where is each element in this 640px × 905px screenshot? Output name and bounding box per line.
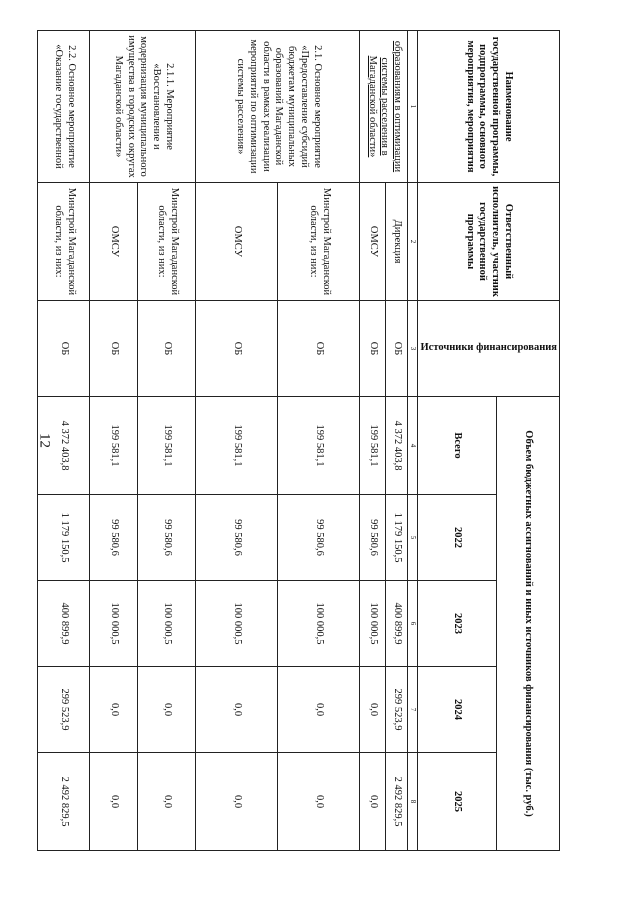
budget-table — [37, 30, 560, 851]
cell-source: ОБ — [386, 301, 408, 397]
header-executor: Ответственный исполнитель, участник государственной программы — [418, 183, 560, 301]
table-row — [278, 31, 360, 851]
cell-2023: 400 899,9 — [38, 581, 90, 667]
cell-2025: 0,0 — [278, 753, 360, 851]
header-year-2022: 2022 — [418, 495, 497, 581]
cell-2025: 0,0 — [138, 753, 196, 851]
header-year-2023: 2023 — [418, 581, 497, 667]
cell-2024: 0,0 — [138, 667, 196, 753]
table-row — [38, 31, 90, 851]
cell-name: 2.1. Основное мероприятие «Предоставление субсидий бюджетам муниципальных образований Магаданской области в рамках реализации мероприятий по оптимизации системы расселения» — [196, 31, 360, 183]
cell-2022: 99 580,6 — [278, 495, 360, 581]
col-number: 4 — [408, 397, 418, 495]
cell-2024: 0,0 — [360, 667, 386, 753]
cell-2024: 0,0 — [278, 667, 360, 753]
col-number: 7 — [408, 667, 418, 753]
cell-source: ОБ — [138, 301, 196, 397]
header-total: Всего — [418, 397, 497, 495]
header-source — [418, 301, 560, 397]
cell-executor: Минстрой Магаданской области, из них: — [138, 183, 196, 301]
cell-2025: 0,0 — [360, 753, 386, 851]
header-year-2025: 2025 — [418, 753, 497, 851]
cell-name: 2.2. Основное мероприятие «Оказание государственной — [38, 31, 90, 183]
cell-name: образованиям в оптимизации системы расселения в Магаданской области» — [360, 31, 408, 183]
cell-source: ОБ — [90, 301, 138, 397]
cell-2023: 400 899,9 — [386, 581, 408, 667]
header-volume: Объем бюджетных ассигнований и иных источников финансирования (тыс. руб.) — [497, 397, 560, 851]
cell-executor: Минстрой Магаданской области, из них: — [38, 183, 90, 301]
cell-2025: 2 492 829,5 — [386, 753, 408, 851]
cell-source: ОБ — [278, 301, 360, 397]
col-number: 3 — [408, 301, 418, 397]
cell-executor: Минстрой Магаданской области, из них: — [278, 183, 360, 301]
column-number-row — [408, 31, 418, 851]
cell-2023: 100 000,5 — [90, 581, 138, 667]
cell-name: 2.1.1. Мероприятие «Восстановление и модернизация муниципального имущества в городских округах Магаданской области» — [90, 31, 196, 183]
header-source-text: Источники финансирования — [420, 342, 557, 354]
col-number: 2 — [408, 183, 418, 301]
cell-executor: Дирекция — [386, 183, 408, 301]
cell-source: ОБ — [360, 301, 386, 397]
cell-2022: 99 580,6 — [138, 495, 196, 581]
cell-total: 199 581,1 — [90, 397, 138, 495]
cell-2023: 100 000,5 — [196, 581, 278, 667]
cell-source: ОБ — [196, 301, 278, 397]
cell-2024: 299 523,9 — [38, 667, 90, 753]
cell-2024: 0,0 — [196, 667, 278, 753]
cell-2022: 99 580,6 — [196, 495, 278, 581]
cell-executor: ОМСУ — [196, 183, 278, 301]
cell-total: 4 372 403,8 — [38, 397, 90, 495]
cell-source: ОБ — [38, 301, 90, 397]
cell-total: 199 581,1 — [360, 397, 386, 495]
col-number: 6 — [408, 581, 418, 667]
table-row — [138, 31, 196, 851]
cell-2024: 299 523,9 — [386, 667, 408, 753]
cell-total: 199 581,1 — [196, 397, 278, 495]
cell-2023: 100 000,5 — [138, 581, 196, 667]
cell-2022: 99 580,6 — [360, 495, 386, 581]
rotated-table-container — [52, 30, 560, 850]
table-row — [386, 31, 408, 851]
page-number: 12 — [36, 433, 53, 448]
col-number: 5 — [408, 495, 418, 581]
cell-2022: 1 179 150,5 — [38, 495, 90, 581]
header-year-2024: 2024 — [418, 667, 497, 753]
cell-2025: 0,0 — [90, 753, 138, 851]
cell-2022: 99 580,6 — [90, 495, 138, 581]
cell-2025: 2 492 829,5 — [38, 753, 90, 851]
col-number: 1 — [408, 31, 418, 183]
cell-total: 4 372 403,8 — [386, 397, 408, 495]
header-name: Наименование государственной программы, подпрограммы, основного мероприятия, мероприятия — [418, 31, 560, 183]
cell-2023: 100 000,5 — [360, 581, 386, 667]
cell-executor: ОМСУ — [90, 183, 138, 301]
cell-total: 199 581,1 — [278, 397, 360, 495]
col-number: 8 — [408, 753, 418, 851]
cell-total: 199 581,1 — [138, 397, 196, 495]
cell-2025: 0,0 — [196, 753, 278, 851]
cell-2024: 0,0 — [90, 667, 138, 753]
cell-2023: 100 000,5 — [278, 581, 360, 667]
cell-executor: ОМСУ — [360, 183, 386, 301]
cell-2022: 1 179 150,5 — [386, 495, 408, 581]
